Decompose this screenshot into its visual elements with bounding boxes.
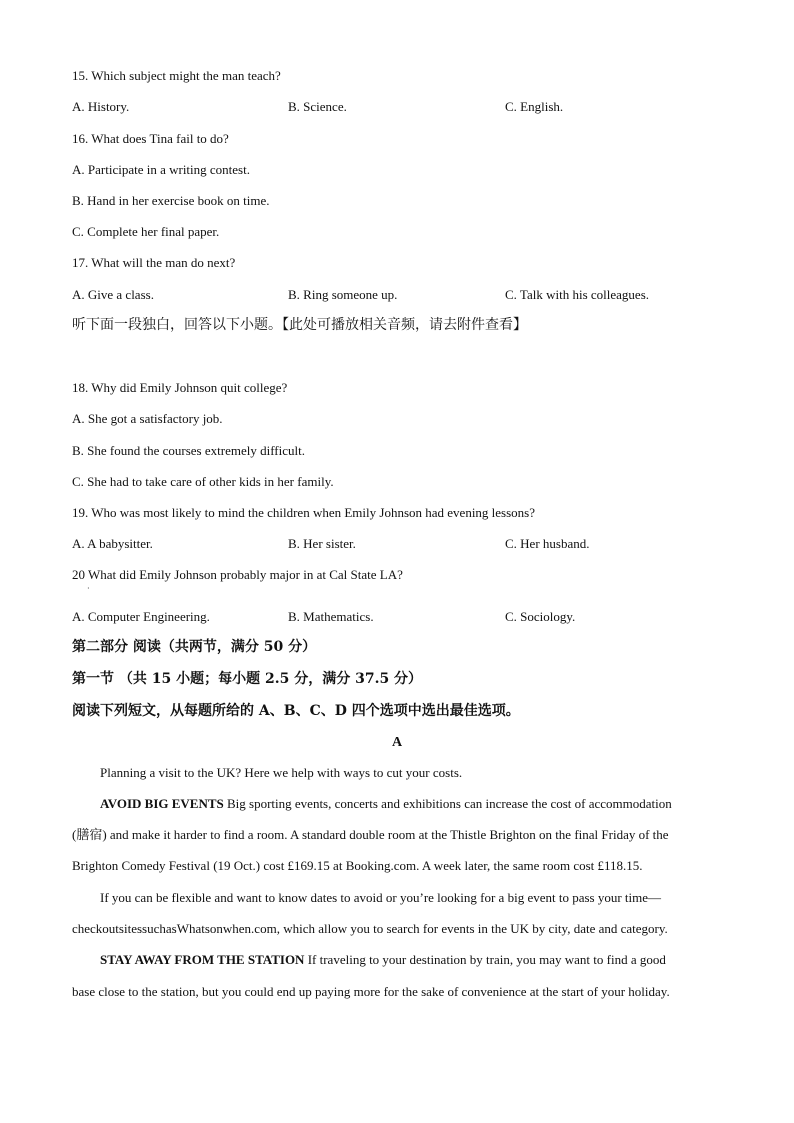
paragraph-line: If you can be flexible and want to know dates to avoid or you’re looking for a big event to pass your time— <box>100 890 662 905</box>
option-a: A. Computer Engineering. <box>72 609 210 624</box>
option-c: C. Sociology. <box>505 609 576 624</box>
option-c: C. Complete her final paper. <box>72 224 220 239</box>
option-c: C. Her husband. <box>505 536 590 551</box>
listening-instruction: 听下面一段独白，回答以下小题。【此处可播放相关音频，请去附件查看】 <box>72 317 527 333</box>
option-a: A. History. <box>72 99 130 114</box>
paragraph-line: (膳宿) and make it harder to find a room. A standard double room at the Thistle Brighton on the final Friday of the <box>72 827 669 842</box>
question-20: 20 What did Emily Johnson probably major in at Cal State LA? <box>72 567 403 582</box>
passage-label: A <box>391 735 403 750</box>
paragraph-heading: AVOID BIG EVENTS <box>100 796 224 811</box>
question-19: 19. Who was most likely to mind the children when Emily Johnson had evening lessons? <box>72 505 536 520</box>
paragraph-line <box>100 796 672 812</box>
paragraph-line <box>100 952 666 968</box>
option-c: C. She had to take care of other kids in her family. <box>72 474 334 489</box>
question-16: 16. What does Tina fail to do? <box>72 131 229 146</box>
part-two-title: 第二部分 阅读（共两节，满分 50 分） <box>72 639 317 655</box>
paragraph-line: Brighton Comedy Festival (19 Oct.) cost £169.15 at Booking.com. A week later, the same room cost £118.15. <box>72 858 643 873</box>
option-a: A. A babysitter. <box>72 536 153 551</box>
paragraph-line: base close to the station, but you could end up paying more for the sake of convenience at the start of your holiday. <box>72 984 670 999</box>
option-a: A. Give a class. <box>72 287 154 302</box>
question-18: 18. Why did Emily Johnson quit college? <box>72 380 288 395</box>
option-a: A. Participate in a writing contest. <box>72 162 250 177</box>
option-b: B. Hand in her exercise book on time. <box>72 193 270 208</box>
option-c: C. English. <box>505 99 564 114</box>
paragraph-text: If traveling to your destination by train, you may want to find a good <box>304 952 666 967</box>
passage-intro: Planning a visit to the UK? Here we help with ways to cut your costs. <box>100 765 463 780</box>
paragraph-text: Big sporting events, concerts and exhibitions can increase the cost of accommodation <box>223 796 672 811</box>
option-a: A. She got a satisfactory job. <box>72 411 223 426</box>
option-b: B. Her sister. <box>288 536 356 551</box>
option-b: B. Mathematics. <box>288 609 374 624</box>
section-one-title: 第一节 （共 15 小题；每小题 2.5 分，满分 37.5 分） <box>72 671 423 687</box>
reading-instruction: 阅读下列短文，从每题所给的 A、B、C、D 四个选项中选出最佳选项。 <box>72 703 520 719</box>
paragraph-heading: STAY AWAY FROM THE STATION <box>100 952 305 967</box>
question-17: 17. What will the man do next? <box>72 255 236 270</box>
option-c: C. Talk with his colleagues. <box>505 287 649 302</box>
option-b: B. Ring someone up. <box>288 287 398 302</box>
paragraph-line: checkoutsitessuchasWhatsonwhen.com, which allow you to search for events in the UK by city, date and category. <box>72 921 668 936</box>
option-b: B. She found the courses extremely difficult. <box>72 443 305 458</box>
question-15: 15. Which subject might the man teach? <box>72 68 281 83</box>
option-b: B. Science. <box>288 99 347 114</box>
stray-dot: · <box>87 584 90 593</box>
